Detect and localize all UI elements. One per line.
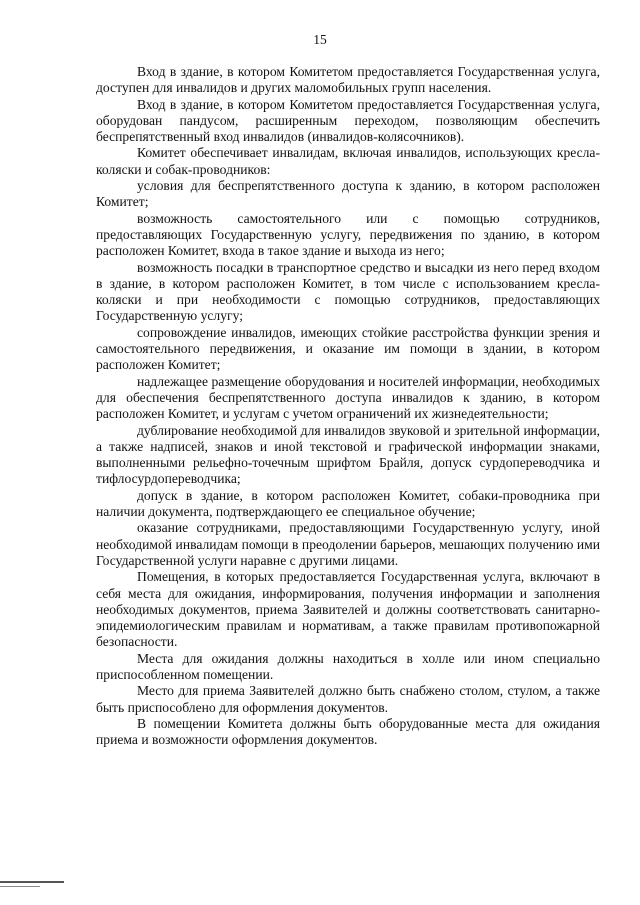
paragraph: Вход в здание, в котором Комитетом предоставляется Государственная услуга, оборудован пандусом, расширенным переходом, позволяющим обеспечить беспрепятственный вход инвалидов (инвалидов-колясочников).	[96, 96, 600, 145]
paragraph: Помещения, в которых предоставляется Государственная услуга, включают в себя места для ожидания, информирования, получения информации и заполнения необходимых документов, приема Заявителей и должны соответствовать санитарно-эпидемиологическим правилам и нормативам, а также правилам противопожарной безопасности.	[96, 569, 600, 650]
paragraph: Места для ожидания должны находиться в холле или ином специально приспособленном помещении.	[96, 650, 600, 682]
list-item: допуск в здание, в котором расположен Комитет, собаки-проводника при наличии документа, подтверждающего ее специальное обучение;	[96, 487, 600, 520]
list-item: дублирование необходимой для инвалидов звуковой и зрительной информации, а также надписей, знаков и иной текстовой и графической информации знаками, выполненными рельефно-точечным шрифтом Брайля, допуск сурдопереводчика и тифлосурдопереводчика;	[96, 422, 600, 487]
list-item: сопровождение инвалидов, имеющих стойкие расстройства функции зрения и самостоятельного передвижения, и оказание им помощи в здании, в котором расположен Комитет;	[96, 324, 600, 373]
document-body	[96, 64, 600, 748]
paragraph: Место для приема Заявителей должно быть снабжено столом, стулом, а также быть приспособлено для оформления документов.	[96, 683, 600, 715]
list-item: оказание сотрудниками, предоставляющими Государственную услугу, иной необходимой инвалидам помощи в преодолении барьеров, мешающих получению ими Государственной услуги наравне с другими лицами.	[96, 520, 600, 568]
footer-rule-secondary	[0, 886, 40, 887]
list-item: возможность посадки в транспортное средство и высадки из него перед входом в здание, в котором расположен Комитет, в том числе с использованием кресла-коляски и при необходимости с помощью сотрудников, предоставляющих Государственную услугу;	[96, 259, 600, 324]
list-item: надлежащее размещение оборудования и носителей информации, необходимых для обеспечения беспрепятственного доступа инвалидов к зданию, в котором расположен Комитет, и услугам с учетом ограничений их жизнедеятельности;	[96, 373, 600, 422]
paragraph: Комитет обеспечивает инвалидам, включая инвалидов, использующих кресла-коляски и собак-проводников:	[96, 145, 600, 177]
paragraph: В помещении Комитета должны быть оборудованные места для ожидания приема и возможности оформления документов.	[96, 715, 600, 748]
list-item: возможность самостоятельного или с помощью сотрудников, предоставляющих Государственную услугу, передвижения по зданию, в котором расположен Комитет, входа в такое здание и выхода из него;	[96, 210, 600, 259]
list-item: условия для беспрепятственного доступа к зданию, в котором расположен Комитет;	[96, 178, 600, 210]
page-number: 15	[313, 32, 327, 47]
paragraph: Вход в здание, в котором Комитетом предоставляется Государственная услуга, доступен для инвалидов и других маломобильных групп населения.	[96, 64, 600, 96]
footer-rule	[0, 881, 64, 883]
